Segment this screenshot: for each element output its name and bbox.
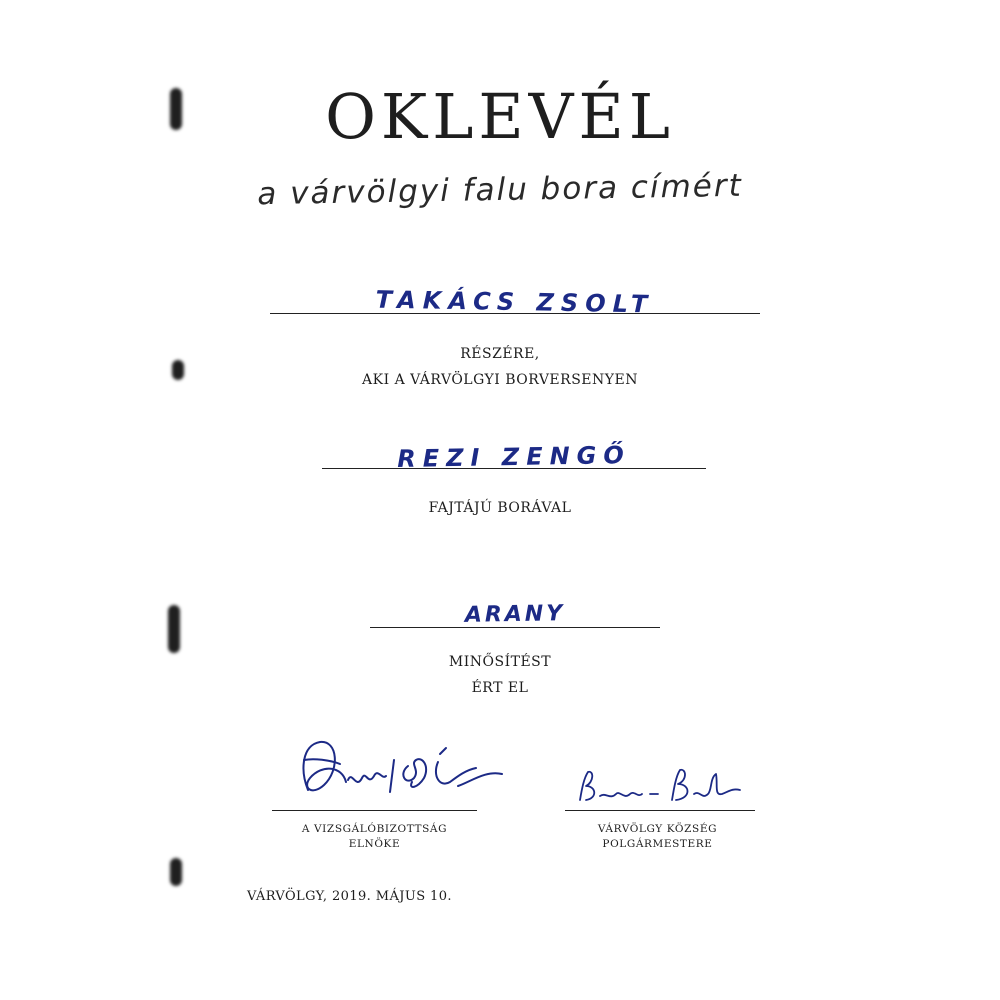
recipient-name-handwritten: TAKÁCS ZSOLT [375,285,655,319]
for-text: RÉSZÉRE, [460,346,540,362]
issue-date: VÁRVÖLGY, 2019. MÁJUS 10. [247,889,452,904]
committee-chair-signature [290,730,520,810]
competition-text: AKI A VÁRVÖLGYI BORVERSENYEN [362,372,638,388]
mayor-line [565,810,755,811]
achieved-text: ÉRT EL [471,680,529,696]
diploma-subtitle: a várvölgyi falu bora címért [256,167,743,213]
mayor-signature [560,760,760,820]
rating-text: MINŐSÍTÉST [448,654,552,670]
diploma-title: OKLEVÉL [325,80,675,153]
rating-line [370,627,660,628]
committee-chair-caption [262,822,487,852]
rating-handwritten: ARANY [464,601,566,628]
committee-chair-title: A VIZSGÁLÓBIZOTTSÁG [301,823,448,835]
variety-text: FAJTÁJÚ BORÁVAL [428,500,572,516]
binder-hole-3 [168,605,180,653]
mayor-role: POLGÁRMESTERE [602,838,713,850]
wine-variety-handwritten: REZI ZENGŐ [396,440,631,474]
mayor-caption [545,822,770,852]
recipient-line [270,313,760,314]
mayor-title: VÁRVÖLGY KÖZSÉG [597,823,718,835]
variety-line [322,468,706,469]
binder-hole-4 [170,858,182,886]
committee-chair-line [272,810,477,811]
committee-chair-role: ELNÖKE [348,838,401,850]
